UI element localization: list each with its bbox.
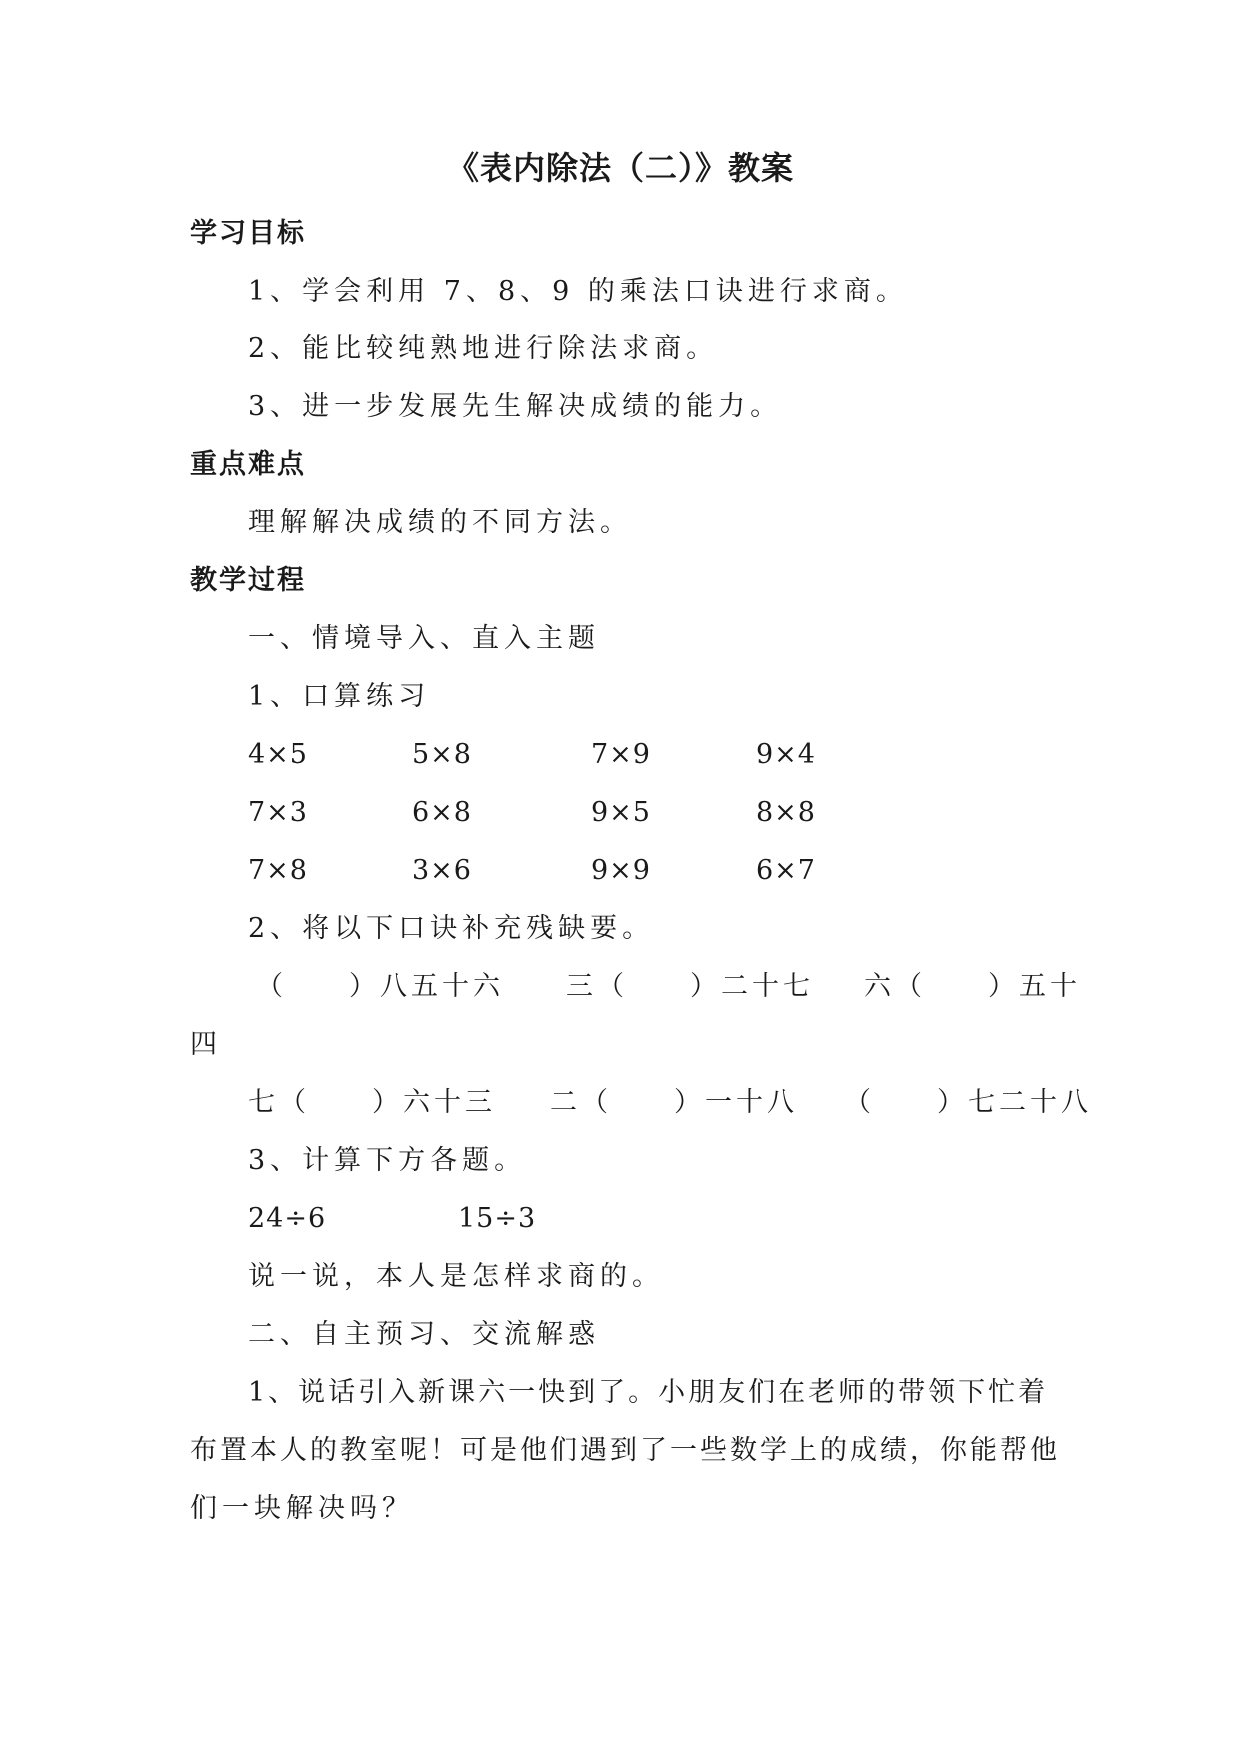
mult-cell: 5×8 [412,739,472,770]
part2-title: 二、自主预习、交流解惑 [248,1319,600,1350]
mult-cell: 4×5 [248,739,308,770]
document-title: 《表内除法（二）》教案 [446,149,794,187]
heading-key-points: 重点难点 [190,449,306,480]
division-item: 24÷6 [248,1203,327,1234]
paragraph-line-3: 们一块解决吗？ [190,1493,414,1524]
key-points-text: 理解解决成绩的不同方法。 [248,507,632,538]
fill-blank-item: （ ）七二十八 [844,1087,1092,1118]
mult-cell: 7×9 [591,739,651,770]
exercise3-prompt: 说一说，本人是怎样求商的。 [248,1261,664,1292]
heading-learning-goals: 学习目标 [190,218,306,249]
mult-cell: 9×4 [756,739,816,770]
paragraph-line-1: 1、说话引入新课六一快到了。小朋友们在老师的带领下忙着 [248,1377,1049,1408]
goal-item-3: 3、进一步发展先生解决成绩的能力。 [248,391,783,422]
fill-blank-item: 二（ ）一十八 [550,1087,798,1118]
heading-teaching-process: 教学过程 [190,565,306,596]
paragraph-line-2: 布置本人的教室呢！可是他们遇到了一些数学上的成绩，你能帮他 [190,1435,1060,1466]
fill-blank-item: 七（ ）六十三 [248,1087,496,1118]
mult-cell: 6×8 [412,797,472,828]
part1-title: 一、情境导入、直入主题 [248,623,600,654]
mult-cell: 7×3 [248,797,308,828]
division-item: 15÷3 [458,1203,537,1234]
mult-cell: 9×5 [591,797,651,828]
fill-blank-item: （ ）八五十六 [256,971,504,1002]
fill-blank-item: 六（ ）五十 [864,971,1081,1002]
fill-blank-wrap: 四 [190,1029,222,1060]
exercise3-title: 3、计算下方各题。 [248,1145,527,1176]
mult-cell: 9×9 [591,855,651,886]
goal-item-2: 2、能比较纯熟地进行除法求商。 [248,333,719,364]
exercise2-title: 2、将以下口诀补充残缺要。 [248,913,655,944]
mult-cell: 8×8 [756,797,816,828]
fill-blank-item: 三（ ）二十七 [566,971,814,1002]
mult-cell: 3×6 [412,855,472,886]
exercise1-title: 1、口算练习 [248,681,431,712]
mult-cell: 7×8 [248,855,308,886]
goal-item-1: 1、学会利用 7、8、9 的乘法口诀进行求商。 [248,276,908,307]
mult-cell: 6×7 [756,855,816,886]
